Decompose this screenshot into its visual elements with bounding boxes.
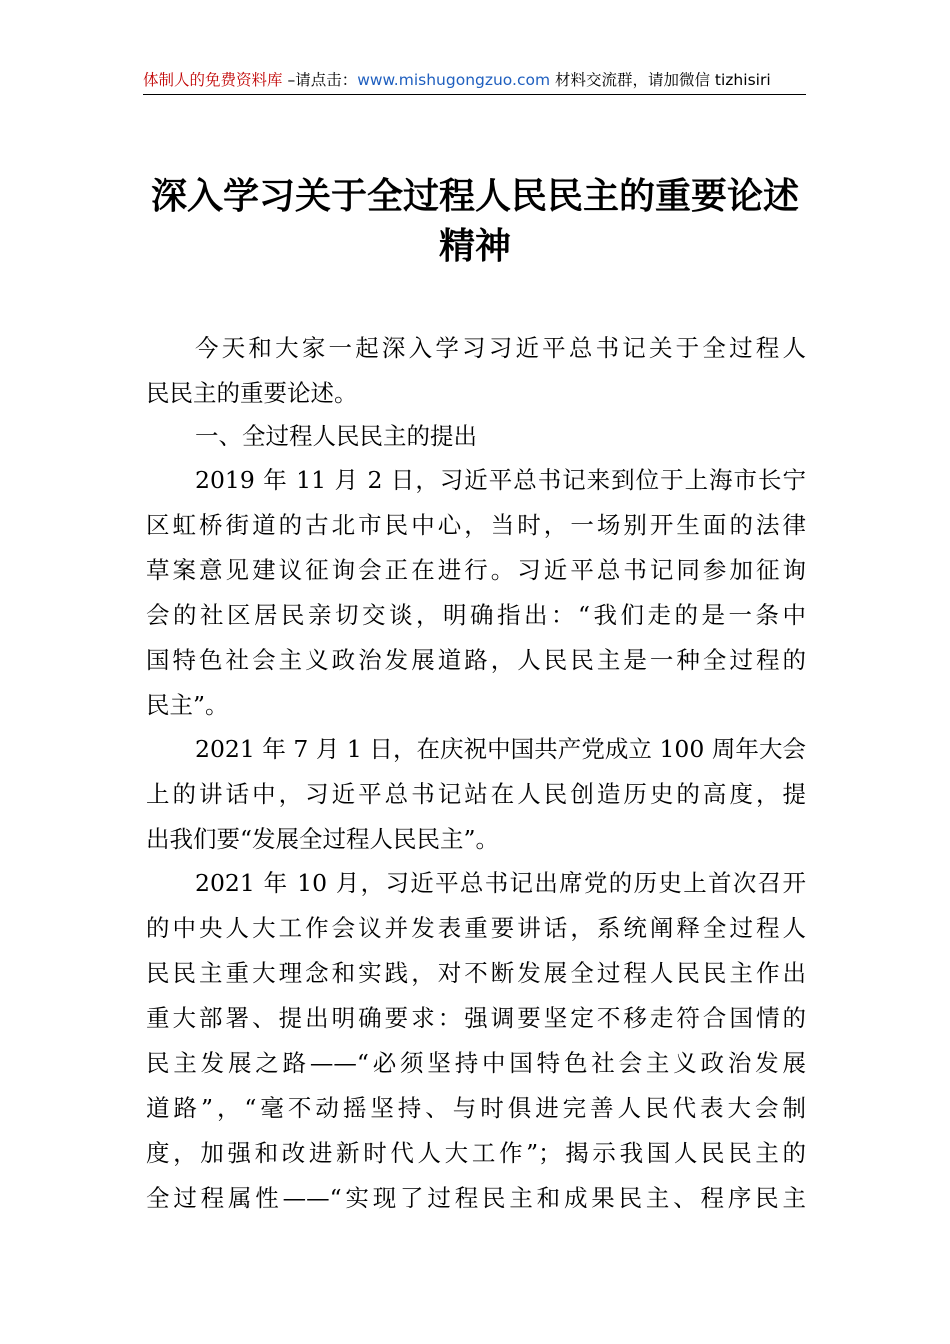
paragraph-line: 的中央人大工作会议并发表重要讲话，系统阐释全过程人: [146, 914, 806, 942]
paragraph-line: 重大部署、提出明确要求：强调要坚定不移走符合国情的: [146, 1004, 806, 1032]
paragraph-line: 2019 年 11 月 2 日，习近平总书记来到位于上海市长宁: [195, 466, 806, 494]
paragraph-line: 会的社区居民亲切交谈，明确指出：“我们走的是一条中: [146, 601, 806, 629]
paragraph-line: 道路”，“毫不动摇坚持、与时俱进完善人民代表大会制: [146, 1094, 806, 1122]
header-site-name: 体制人的免费资料库: [143, 71, 283, 89]
paragraph-line: 民民主的重要论述。: [146, 379, 358, 407]
paragraph-line: 2021 年 7 月 1 日，在庆祝中国共产党成立 100 周年大会: [195, 735, 806, 763]
paragraph-line: 草案意见建议征询会正在进行。习近平总书记同参加征询: [146, 556, 806, 584]
paragraph-line: 2021 年 10 月，习近平总书记出席党的历史上首次召开: [195, 869, 806, 897]
paragraph-line: 全过程属性——“实现了过程民主和成果民主、程序民主: [146, 1184, 806, 1212]
document-title-line-1: 深入学习关于全过程人民民主的重要论述: [150, 175, 799, 217]
paragraph-line: 民主发展之路——“必须坚持中国特色社会主义政治发展: [146, 1049, 806, 1077]
paragraph-line: 上的讲话中，习近平总书记站在人民创造历史的高度，提: [146, 780, 806, 808]
header-contact: 材料交流群，请加微信 tizhisiri: [550, 71, 771, 89]
paragraph-line: 今天和大家一起深入学习习近平总书记关于全过程人: [195, 334, 806, 362]
paragraph-line: 区虹桥街道的古北市民中心，当时，一场别开生面的法律: [146, 511, 806, 539]
paragraph-line: 民民主重大理念和实践，对不断发展全过程人民民主作出: [146, 959, 806, 987]
header-link[interactable]: www.mishugongzuo.com: [357, 71, 551, 89]
paragraph-line: 出我们要“发展全过程人民民主”。: [146, 825, 500, 853]
header-prompt: –请点击：: [282, 71, 358, 89]
document-title-line-2: 精神: [438, 225, 511, 267]
paragraph-line: 度，加强和改进新时代人大工作”；揭示我国人民民主的: [146, 1139, 806, 1167]
section-heading: 一、全过程人民民主的提出: [195, 422, 477, 450]
paragraph-line: 国特色社会主义政治发展道路，人民民主是一种全过程的: [146, 646, 806, 674]
paragraph-line: 民主”。: [146, 691, 229, 719]
page-header: [143, 66, 806, 95]
